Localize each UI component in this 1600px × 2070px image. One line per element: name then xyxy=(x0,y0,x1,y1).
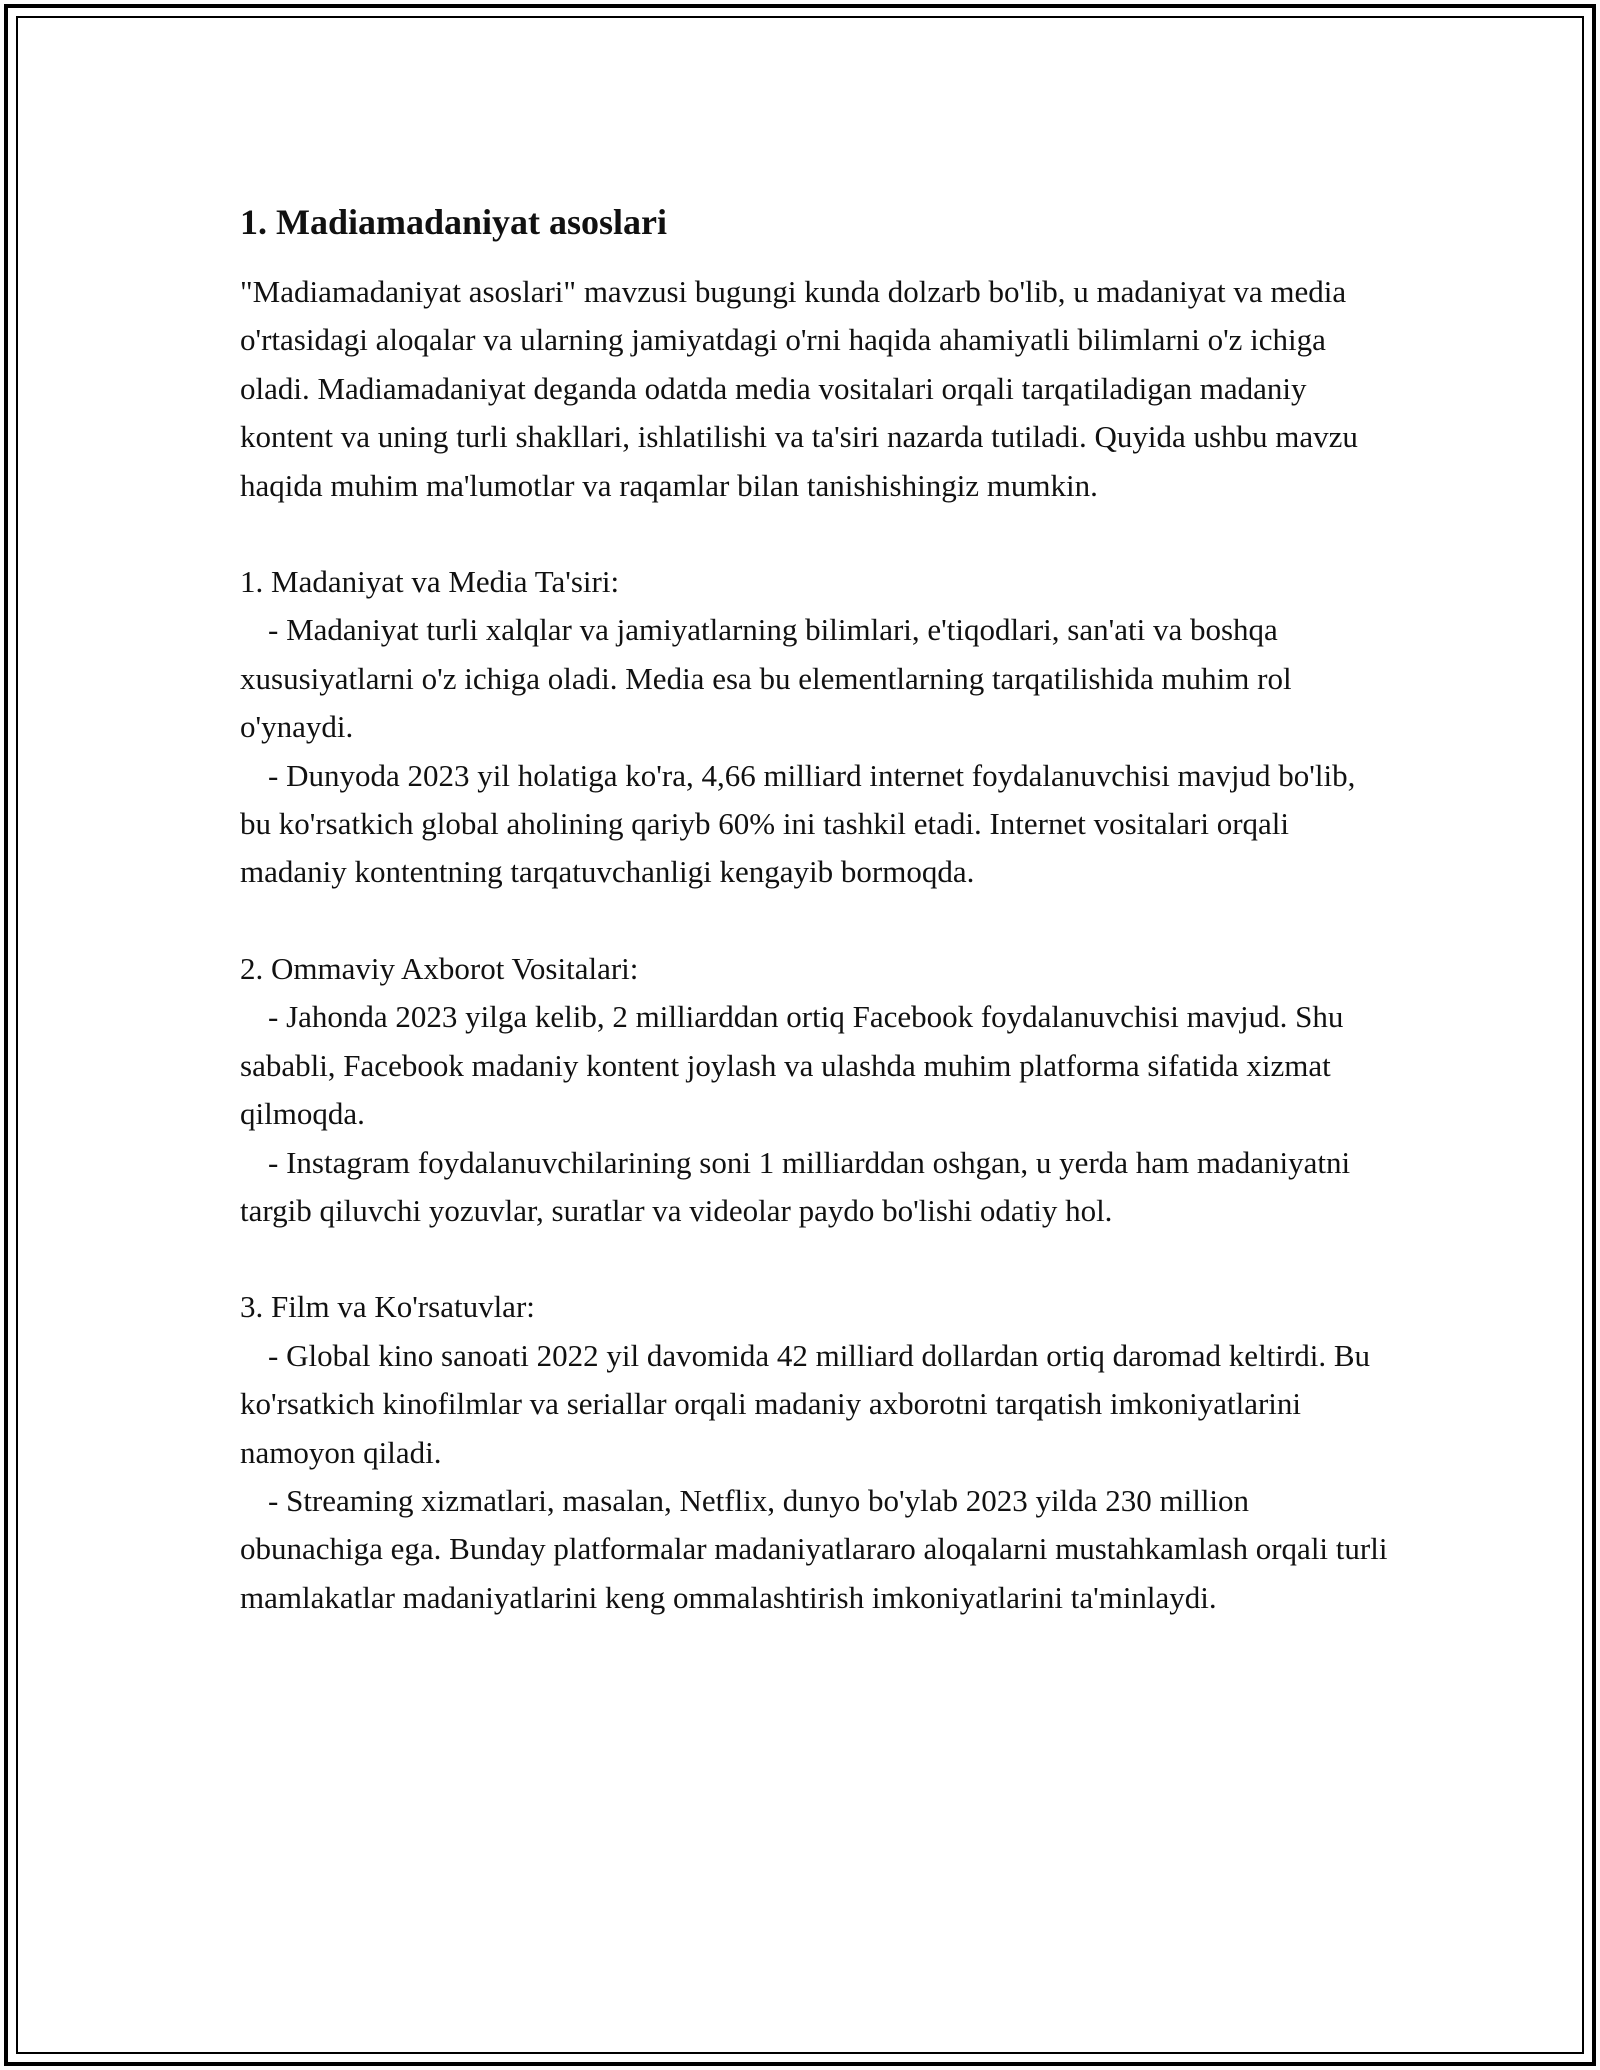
section-film-shows xyxy=(240,1283,1390,1622)
section-mass-media xyxy=(240,945,1390,1235)
bullet-item: - Madaniyat turli xalqlar va jamiyatlarning bilimlari, e'tiqodlari, san'ati va boshqa xususiyatlarni o'z ichiga oladi. Media esa bu elementlarning tarqatilishida muhim rol o'ynaydi. xyxy=(240,612,1292,745)
bullet-item: - Jahonda 2023 yilga kelib, 2 milliarddan ortiq Facebook foydalanuvchisi mavjud. Shu sababli, Facebook madaniy kontent joylash va ulashda muhim platforma sifatida xizmat qilmoqda. xyxy=(240,999,1344,1132)
document-title: 1. Madiamadaniyat asoslari xyxy=(240,202,668,242)
document-body xyxy=(240,198,1390,1622)
bullet-item: - Dunyoda 2023 yil holatiga ko'ra, 4,66 milliard internet foydalanuvchisi mavjud bo'lib, bu ko'rsatkich global aholining qariyb 60% ini tashkil etadi. Internet vositalari orqali madaniy kontentning tarqatuvchanligi kengayib bormoqda. xyxy=(240,757,1356,890)
section-media-influence xyxy=(240,558,1390,897)
bullet-item: - Instagram foydalanuvchilarining soni 1 milliarddan oshgan, u yerda ham madaniyatni targib qiluvchi yozuvlar, suratlar va videolar paydo bo'lishi odatiy hol. xyxy=(240,1144,1351,1228)
section-heading: 1. Madaniyat va Media Ta'siri: xyxy=(240,564,620,600)
document-page xyxy=(4,4,1596,2066)
bullet-item: - Global kino sanoati 2022 yil davomida 42 milliard dollardan ortiq daromad keltirdi. Bu ko'rsatkich kinofilmlar va seriallar orqali madaniy axborotni tarqatish imkoniyatlarini namoyon qiladi. xyxy=(240,1337,1371,1470)
intro-paragraph: "Madiamadaniyat asoslari" mavzusi bugungi kunda dolzarb bo'lib, u madaniyat va media o'rtasidagi aloqalar va ularning jamiyatdagi o'rni haqida ahamiyatli bilimlarni o'z ichiga oladi. Madiamadaniyat deganda odatda media vositalari orqali tarqatiladigan madaniy kontent va uning turli shakllari, ishlatilishi va ta'siri nazarda tutiladi. Quyida ushbu mavzu haqida muhim ma'lumotlar va raqamlar bilan tanishishingiz mumkin. xyxy=(240,274,1358,503)
bullet-item: - Streaming xizmatlari, masalan, Netflix, dunyo bo'ylab 2023 yilda 230 million obunachiga ega. Bunday platformalar madaniyatlararo aloqalarni mustahkamlash orqali turli mamlakatlar madaniyatlarini keng ommalashtirish imkoniyatlarini ta'minlaydi. xyxy=(240,1482,1388,1615)
section-heading: 3. Film va Ko'rsatuvlar: xyxy=(240,1289,535,1325)
section-heading: 2. Ommaviy Axborot Vositalari: xyxy=(240,950,639,986)
